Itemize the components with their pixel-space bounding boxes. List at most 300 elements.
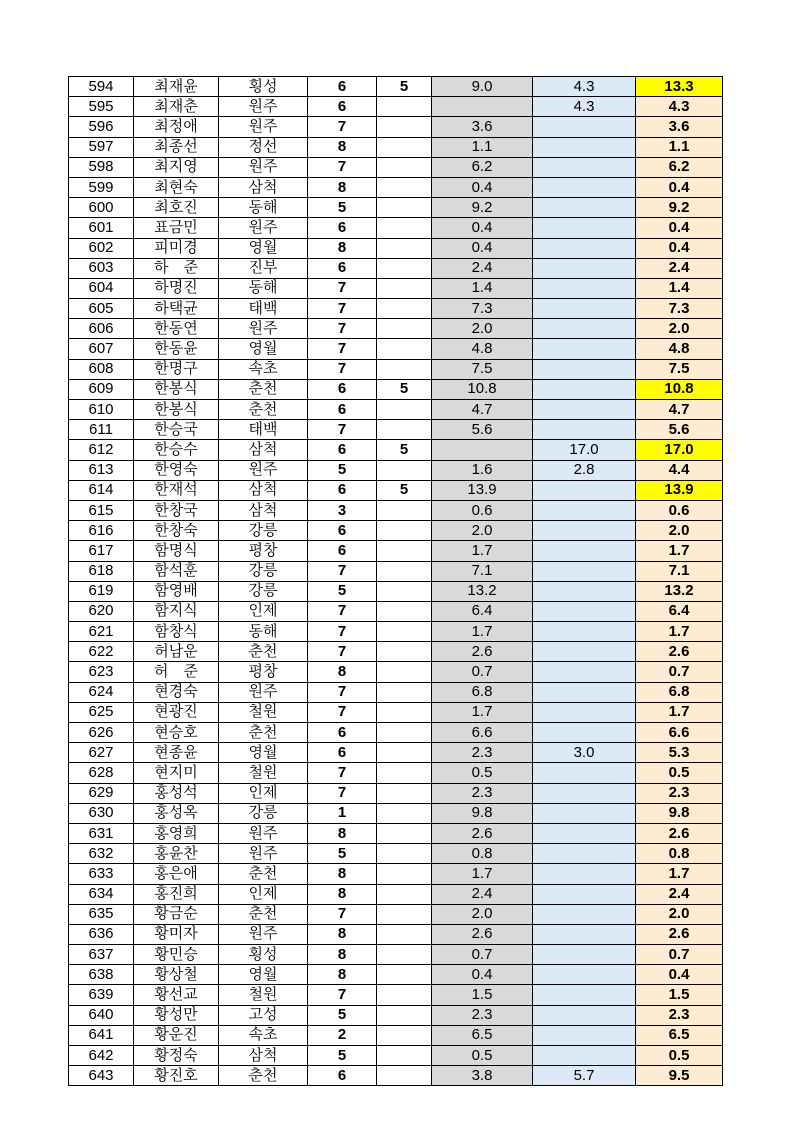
region-cell: 철원 [219,702,308,722]
table-row [69,642,723,662]
total-cell: 6.4 [636,601,723,621]
value-a-cell: 0.8 [432,844,533,864]
name-cell: 황금순 [134,904,219,924]
name-cell: 함영배 [134,581,219,601]
row-number-cell: 628 [69,763,134,783]
name-cell: 한재석 [134,480,219,500]
value-a-cell: 7.1 [432,561,533,581]
total-cell: 2.4 [636,258,723,278]
row-number-cell: 599 [69,177,134,197]
name-cell: 함창식 [134,622,219,642]
name-cell: 피미경 [134,238,219,258]
row-number-cell: 641 [69,1025,134,1045]
grade-cell: 1 [308,803,377,823]
mark-cell [377,137,432,157]
value-b-cell [533,783,636,803]
table-row [69,460,723,480]
mark-cell [377,763,432,783]
total-cell: 4.8 [636,339,723,359]
mark-cell [377,945,432,965]
table-row [69,702,723,722]
table-row [69,924,723,944]
records-table [68,76,723,1086]
row-number-cell: 608 [69,359,134,379]
value-a-cell: 7.3 [432,299,533,319]
value-a-cell: 0.7 [432,662,533,682]
total-cell: 1.7 [636,622,723,642]
value-a-cell: 9.2 [432,198,533,218]
mark-cell [377,521,432,541]
total-cell: 4.7 [636,400,723,420]
grade-cell: 6 [308,541,377,561]
value-a-cell [432,97,533,117]
row-number-cell: 636 [69,924,134,944]
region-cell: 동해 [219,622,308,642]
grade-cell: 6 [308,97,377,117]
mark-cell [377,319,432,339]
region-cell: 원주 [219,844,308,864]
table-row [69,945,723,965]
region-cell: 인제 [219,783,308,803]
grade-cell: 8 [308,965,377,985]
table-row [69,823,723,843]
mark-cell [377,420,432,440]
table-row [69,157,723,177]
row-number-cell: 601 [69,218,134,238]
grade-cell: 5 [308,1005,377,1025]
region-cell: 원주 [219,460,308,480]
region-cell: 진부 [219,258,308,278]
table-row [69,985,723,1005]
total-cell: 1.4 [636,278,723,298]
row-number-cell: 639 [69,985,134,1005]
total-cell: 0.7 [636,945,723,965]
value-b-cell: 2.8 [533,460,636,480]
value-b-cell [533,339,636,359]
table-row [69,601,723,621]
name-cell: 함명식 [134,541,219,561]
total-cell: 2.0 [636,319,723,339]
value-a-cell: 7.5 [432,359,533,379]
row-number-cell: 619 [69,581,134,601]
grade-cell: 8 [308,884,377,904]
row-number-cell: 626 [69,723,134,743]
total-cell: 0.5 [636,763,723,783]
total-cell: 1.7 [636,702,723,722]
region-cell: 원주 [219,157,308,177]
value-a-cell: 1.4 [432,278,533,298]
row-number-cell: 630 [69,803,134,823]
table-row [69,77,723,97]
name-cell: 홍성옥 [134,803,219,823]
row-number-cell: 610 [69,400,134,420]
name-cell: 허 준 [134,662,219,682]
total-cell: 3.6 [636,117,723,137]
mark-cell [377,339,432,359]
total-cell: 0.4 [636,238,723,258]
region-cell: 강릉 [219,561,308,581]
value-b-cell [533,803,636,823]
value-a-cell: 1.5 [432,985,533,1005]
value-b-cell [533,682,636,702]
mark-cell [377,500,432,520]
mark-cell [377,460,432,480]
row-number-cell: 624 [69,682,134,702]
name-cell: 최재춘 [134,97,219,117]
grade-cell: 7 [308,299,377,319]
grade-cell: 3 [308,500,377,520]
total-cell: 7.1 [636,561,723,581]
name-cell: 현지미 [134,763,219,783]
name-cell: 함지식 [134,601,219,621]
mark-cell: 5 [377,440,432,460]
mark-cell [377,1046,432,1066]
total-cell: 5.6 [636,420,723,440]
total-cell: 0.8 [636,844,723,864]
name-cell: 황민승 [134,945,219,965]
value-b-cell: 17.0 [533,440,636,460]
mark-cell [377,823,432,843]
value-b-cell [533,319,636,339]
region-cell: 철원 [219,985,308,1005]
value-b-cell [533,884,636,904]
value-b-cell [533,642,636,662]
mark-cell [377,783,432,803]
region-cell: 평창 [219,662,308,682]
value-b-cell: 4.3 [533,77,636,97]
value-a-cell: 2.6 [432,642,533,662]
region-cell: 삼척 [219,1046,308,1066]
value-a-cell: 13.2 [432,581,533,601]
row-number-cell: 627 [69,743,134,763]
row-number-cell: 611 [69,420,134,440]
value-b-cell [533,662,636,682]
total-cell: 6.2 [636,157,723,177]
mark-cell [377,1066,432,1086]
table-row [69,561,723,581]
value-a-cell: 13.9 [432,480,533,500]
name-cell: 홍진희 [134,884,219,904]
name-cell: 한봉식 [134,379,219,399]
value-b-cell: 5.7 [533,1066,636,1086]
value-a-cell: 1.6 [432,460,533,480]
row-number-cell: 612 [69,440,134,460]
name-cell: 한창국 [134,500,219,520]
table-row [69,379,723,399]
mark-cell [377,844,432,864]
region-cell: 태백 [219,420,308,440]
grade-cell: 6 [308,723,377,743]
grade-cell: 6 [308,743,377,763]
total-cell: 4.4 [636,460,723,480]
value-b-cell [533,1005,636,1025]
total-cell: 2.3 [636,783,723,803]
table-row [69,400,723,420]
row-number-cell: 618 [69,561,134,581]
name-cell: 한봉식 [134,400,219,420]
total-cell: 2.6 [636,823,723,843]
mark-cell [377,904,432,924]
row-number-cell: 638 [69,965,134,985]
region-cell: 춘천 [219,864,308,884]
row-number-cell: 625 [69,702,134,722]
value-b-cell [533,278,636,298]
value-b-cell [533,622,636,642]
grade-cell: 7 [308,157,377,177]
value-a-cell: 5.6 [432,420,533,440]
value-a-cell: 6.2 [432,157,533,177]
table-row [69,97,723,117]
grade-cell: 7 [308,783,377,803]
table-row [69,682,723,702]
row-number-cell: 607 [69,339,134,359]
name-cell: 황상철 [134,965,219,985]
region-cell: 원주 [219,117,308,137]
grade-cell: 7 [308,339,377,359]
table-row [69,238,723,258]
value-b-cell [533,904,636,924]
value-a-cell: 2.6 [432,823,533,843]
value-a-cell: 0.4 [432,965,533,985]
total-cell: 1.1 [636,137,723,157]
value-a-cell: 2.0 [432,904,533,924]
grade-cell: 5 [308,198,377,218]
grade-cell: 7 [308,702,377,722]
value-a-cell: 2.0 [432,521,533,541]
region-cell: 삼척 [219,480,308,500]
row-number-cell: 631 [69,823,134,843]
total-cell: 9.5 [636,1066,723,1086]
table-row [69,884,723,904]
region-cell: 춘천 [219,904,308,924]
value-b-cell [533,985,636,1005]
value-b-cell [533,359,636,379]
table-row [69,541,723,561]
value-b-cell [533,924,636,944]
grade-cell: 6 [308,440,377,460]
region-cell: 춘천 [219,723,308,743]
total-cell: 2.0 [636,904,723,924]
grade-cell: 8 [308,924,377,944]
grade-cell: 7 [308,117,377,137]
name-cell: 최현숙 [134,177,219,197]
table-row [69,723,723,743]
row-number-cell: 605 [69,299,134,319]
grade-cell: 5 [308,581,377,601]
row-number-cell: 634 [69,884,134,904]
mark-cell [377,723,432,743]
row-number-cell: 643 [69,1066,134,1086]
value-a-cell: 1.7 [432,864,533,884]
value-a-cell: 1.7 [432,622,533,642]
total-cell: 2.4 [636,884,723,904]
grade-cell: 8 [308,864,377,884]
name-cell: 하명진 [134,278,219,298]
total-cell: 10.8 [636,379,723,399]
name-cell: 한동연 [134,319,219,339]
table-row [69,662,723,682]
mark-cell [377,238,432,258]
table-row [69,198,723,218]
row-number-cell: 600 [69,198,134,218]
mark-cell [377,278,432,298]
name-cell: 황정숙 [134,1046,219,1066]
grade-cell: 8 [308,177,377,197]
total-cell: 13.9 [636,480,723,500]
region-cell: 강릉 [219,581,308,601]
value-a-cell [432,440,533,460]
name-cell: 홍윤찬 [134,844,219,864]
value-b-cell [533,945,636,965]
region-cell: 영월 [219,965,308,985]
mark-cell [377,198,432,218]
row-number-cell: 603 [69,258,134,278]
table-row [69,480,723,500]
value-b-cell [533,258,636,278]
mark-cell [377,662,432,682]
total-cell: 1.7 [636,541,723,561]
name-cell: 최호진 [134,198,219,218]
table-row [69,420,723,440]
table-row [69,319,723,339]
mark-cell [377,884,432,904]
grade-cell: 6 [308,1066,377,1086]
grade-cell: 7 [308,561,377,581]
mark-cell: 5 [377,379,432,399]
value-b-cell [533,541,636,561]
value-b-cell [533,864,636,884]
total-cell: 13.2 [636,581,723,601]
total-cell: 0.6 [636,500,723,520]
row-number-cell: 614 [69,480,134,500]
grade-cell: 8 [308,137,377,157]
name-cell: 한승국 [134,420,219,440]
value-a-cell: 0.6 [432,500,533,520]
name-cell: 최재윤 [134,77,219,97]
name-cell: 현경숙 [134,682,219,702]
table-row [69,743,723,763]
total-cell: 0.5 [636,1046,723,1066]
name-cell: 최종선 [134,137,219,157]
value-a-cell: 0.4 [432,238,533,258]
total-cell: 9.2 [636,198,723,218]
region-cell: 삼척 [219,500,308,520]
value-b-cell [533,177,636,197]
name-cell: 현종윤 [134,743,219,763]
total-cell: 2.0 [636,521,723,541]
mark-cell: 5 [377,77,432,97]
grade-cell: 7 [308,985,377,1005]
value-b-cell [533,218,636,238]
mark-cell [377,622,432,642]
value-a-cell: 2.0 [432,319,533,339]
name-cell: 황진호 [134,1066,219,1086]
value-b-cell [533,500,636,520]
region-cell: 정선 [219,137,308,157]
total-cell: 2.3 [636,1005,723,1025]
value-b-cell [533,965,636,985]
row-number-cell: 632 [69,844,134,864]
value-a-cell: 2.4 [432,258,533,278]
table-row [69,1066,723,1086]
total-cell: 1.7 [636,864,723,884]
mark-cell [377,601,432,621]
name-cell: 황미자 [134,924,219,944]
row-number-cell: 602 [69,238,134,258]
mark-cell [377,299,432,319]
total-cell: 6.6 [636,723,723,743]
grade-cell: 7 [308,763,377,783]
value-a-cell: 0.7 [432,945,533,965]
table-row [69,622,723,642]
value-a-cell: 4.7 [432,400,533,420]
region-cell: 속초 [219,359,308,379]
table-row [69,218,723,238]
grade-cell: 7 [308,642,377,662]
row-number-cell: 640 [69,1005,134,1025]
row-number-cell: 594 [69,77,134,97]
table-row [69,803,723,823]
table-row [69,965,723,985]
table-row [69,864,723,884]
total-cell: 0.4 [636,177,723,197]
mark-cell [377,642,432,662]
total-cell: 2.6 [636,642,723,662]
grade-cell: 2 [308,1025,377,1045]
value-a-cell: 2.3 [432,743,533,763]
mark-cell [377,985,432,1005]
table-row [69,117,723,137]
name-cell: 하택균 [134,299,219,319]
name-cell: 황운진 [134,1025,219,1045]
row-number-cell: 621 [69,622,134,642]
mark-cell [377,359,432,379]
row-number-cell: 620 [69,601,134,621]
value-a-cell: 6.8 [432,682,533,702]
name-cell: 한승수 [134,440,219,460]
value-a-cell: 2.3 [432,783,533,803]
value-a-cell: 0.4 [432,218,533,238]
row-number-cell: 637 [69,945,134,965]
grade-cell: 7 [308,601,377,621]
total-cell: 17.0 [636,440,723,460]
total-cell: 5.3 [636,743,723,763]
grade-cell: 8 [308,662,377,682]
row-number-cell: 596 [69,117,134,137]
region-cell: 동해 [219,278,308,298]
region-cell: 인제 [219,884,308,904]
total-cell: 7.5 [636,359,723,379]
grade-cell: 6 [308,77,377,97]
region-cell: 속초 [219,1025,308,1045]
region-cell: 횡성 [219,77,308,97]
table-row [69,258,723,278]
table-row [69,581,723,601]
grade-cell: 6 [308,521,377,541]
grade-cell: 6 [308,218,377,238]
value-a-cell: 1.7 [432,541,533,561]
name-cell: 홍영희 [134,823,219,843]
total-cell: 6.5 [636,1025,723,1045]
table-row [69,440,723,460]
row-number-cell: 597 [69,137,134,157]
name-cell: 허남운 [134,642,219,662]
name-cell: 현광진 [134,702,219,722]
region-cell: 고성 [219,1005,308,1025]
total-cell: 1.5 [636,985,723,1005]
mark-cell [377,177,432,197]
value-a-cell: 2.6 [432,924,533,944]
